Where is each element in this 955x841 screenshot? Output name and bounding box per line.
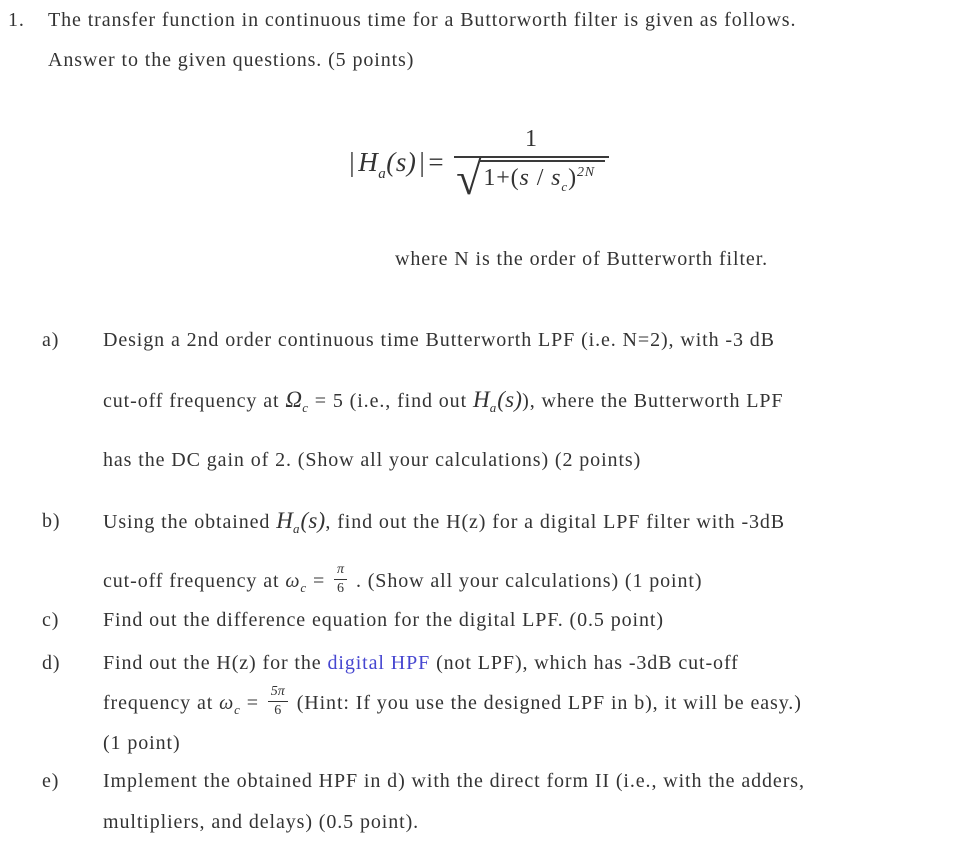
item-a-line2-text-1: cut-off frequency at xyxy=(103,390,286,412)
item-b-line-1 xyxy=(103,491,955,551)
fraction-denominator: 6 xyxy=(337,580,345,596)
item-c-label: c) xyxy=(42,609,60,631)
item-e-line-1: Implement the obtained HPF in d) with the direct form II (i.e., with the adders, xyxy=(103,770,805,792)
Ha-args: (s) xyxy=(300,508,326,533)
abs-bar-left: | xyxy=(349,146,356,177)
item-d-line-1 xyxy=(103,643,955,683)
question-intro xyxy=(8,0,796,80)
item-b-line1-text-1: Using the obtained xyxy=(103,511,277,533)
fraction-denominator xyxy=(454,153,609,205)
subquestion-d xyxy=(0,643,955,763)
radicand-open: 1+( xyxy=(483,165,520,192)
item-b-equals: = xyxy=(307,570,332,592)
5pi-over-6-fraction xyxy=(268,685,288,718)
item-d-line2-text-2: (Hint: If you use the designed LPF in b), it will be easy.) xyxy=(290,692,802,714)
item-c-line-1: Find out the difference equation for the digital LPF. (0.5 point) xyxy=(103,609,664,631)
formula-H: H xyxy=(358,146,379,177)
omega-subscript: c xyxy=(300,580,308,595)
item-b-line1-text-2: , find out the H(z) for a digital LPF filter with -3dB xyxy=(325,511,786,533)
question-intro-text xyxy=(48,0,796,80)
item-d-line2-text-1: frequency at xyxy=(103,692,220,714)
omega-c-subscript: c xyxy=(302,400,309,415)
fraction-numerator: 5π xyxy=(268,685,288,702)
fraction-numerator: 1 xyxy=(525,126,538,152)
digital-hpf-highlight: digital HPF xyxy=(327,652,431,674)
subquestion-b xyxy=(0,491,955,611)
omega-symbol: ω xyxy=(285,570,301,592)
transfer-function-formula xyxy=(0,126,955,205)
radicand-s1: s xyxy=(519,165,530,192)
subquestion-a xyxy=(0,310,955,490)
formula-lhs xyxy=(346,146,445,182)
radicand xyxy=(479,160,604,195)
item-b-label: b) xyxy=(42,510,61,532)
formula-caption: where N is the order of Butterworth filter. xyxy=(395,248,769,270)
item-d-line-2 xyxy=(103,683,955,723)
pi-over-6-fraction xyxy=(334,563,347,596)
radicand-s2: s xyxy=(551,165,562,192)
fraction-numerator: π xyxy=(334,563,347,580)
item-e-line-2: multipliers, and delays) (0.5 point). xyxy=(103,811,420,833)
Ha-symbol: H xyxy=(472,387,490,412)
Ha-args: (s) xyxy=(497,387,523,412)
item-d-line1-text-1: Find out the H(z) for the xyxy=(103,652,328,674)
intro-line-1: The transfer function in continuous time for a Buttorworth filter is given as follows. xyxy=(48,9,797,31)
radicand-sub-c: c xyxy=(561,179,569,195)
sqrt-radical-icon: √ xyxy=(456,153,483,205)
omega-symbol: ω xyxy=(219,692,235,714)
Ha-symbol: H xyxy=(276,508,294,533)
item-b-line2-text-2: . (Show all your calculations) (1 point) xyxy=(350,570,703,592)
subquestion-e xyxy=(0,761,955,841)
formula-fraction xyxy=(454,126,609,205)
formula-H-sub: a xyxy=(378,165,387,182)
radicand-slash: / xyxy=(529,165,552,192)
item-a-line-2 xyxy=(103,370,955,430)
intro-line-2: Answer to the given questions. (5 points) xyxy=(48,49,415,71)
equals-sign: = xyxy=(428,146,445,177)
item-a-line2-text-3: ), where the Butterworth LPF xyxy=(522,390,784,412)
omega-subscript: c xyxy=(234,702,241,717)
question-number: 1. xyxy=(8,9,25,31)
item-a-line-3: has the DC gain of 2. (Show all your calculations) (2 points) xyxy=(103,449,642,471)
radicand-exponent: 2N xyxy=(577,165,595,181)
omega-c-symbol: Ω xyxy=(285,387,303,412)
item-a-line-1: Design a 2nd order continuous time Butterworth LPF (i.e. N=2), with -3 dB xyxy=(103,329,775,351)
item-d-label: d) xyxy=(42,652,61,674)
item-e-label: e) xyxy=(42,770,60,792)
item-d-equals: = xyxy=(240,692,265,714)
item-a-label: a) xyxy=(42,329,60,351)
formula-args: (s) xyxy=(386,146,417,177)
Ha-subscript: a xyxy=(489,400,498,415)
item-b-line2-text-1: cut-off frequency at xyxy=(103,570,286,592)
item-d-line-3: (1 point) xyxy=(103,732,181,754)
fraction-denominator: 6 xyxy=(274,702,282,718)
item-d-line1-text-2: (not LPF), which has -3dB cut-off xyxy=(430,652,739,674)
subquestion-c xyxy=(0,600,955,640)
radicand-close: ) xyxy=(568,165,577,192)
Ha-subscript: a xyxy=(293,521,301,536)
item-a-line2-text-2: = 5 (i.e., find out xyxy=(308,390,473,412)
abs-bar-right: | xyxy=(419,146,426,177)
